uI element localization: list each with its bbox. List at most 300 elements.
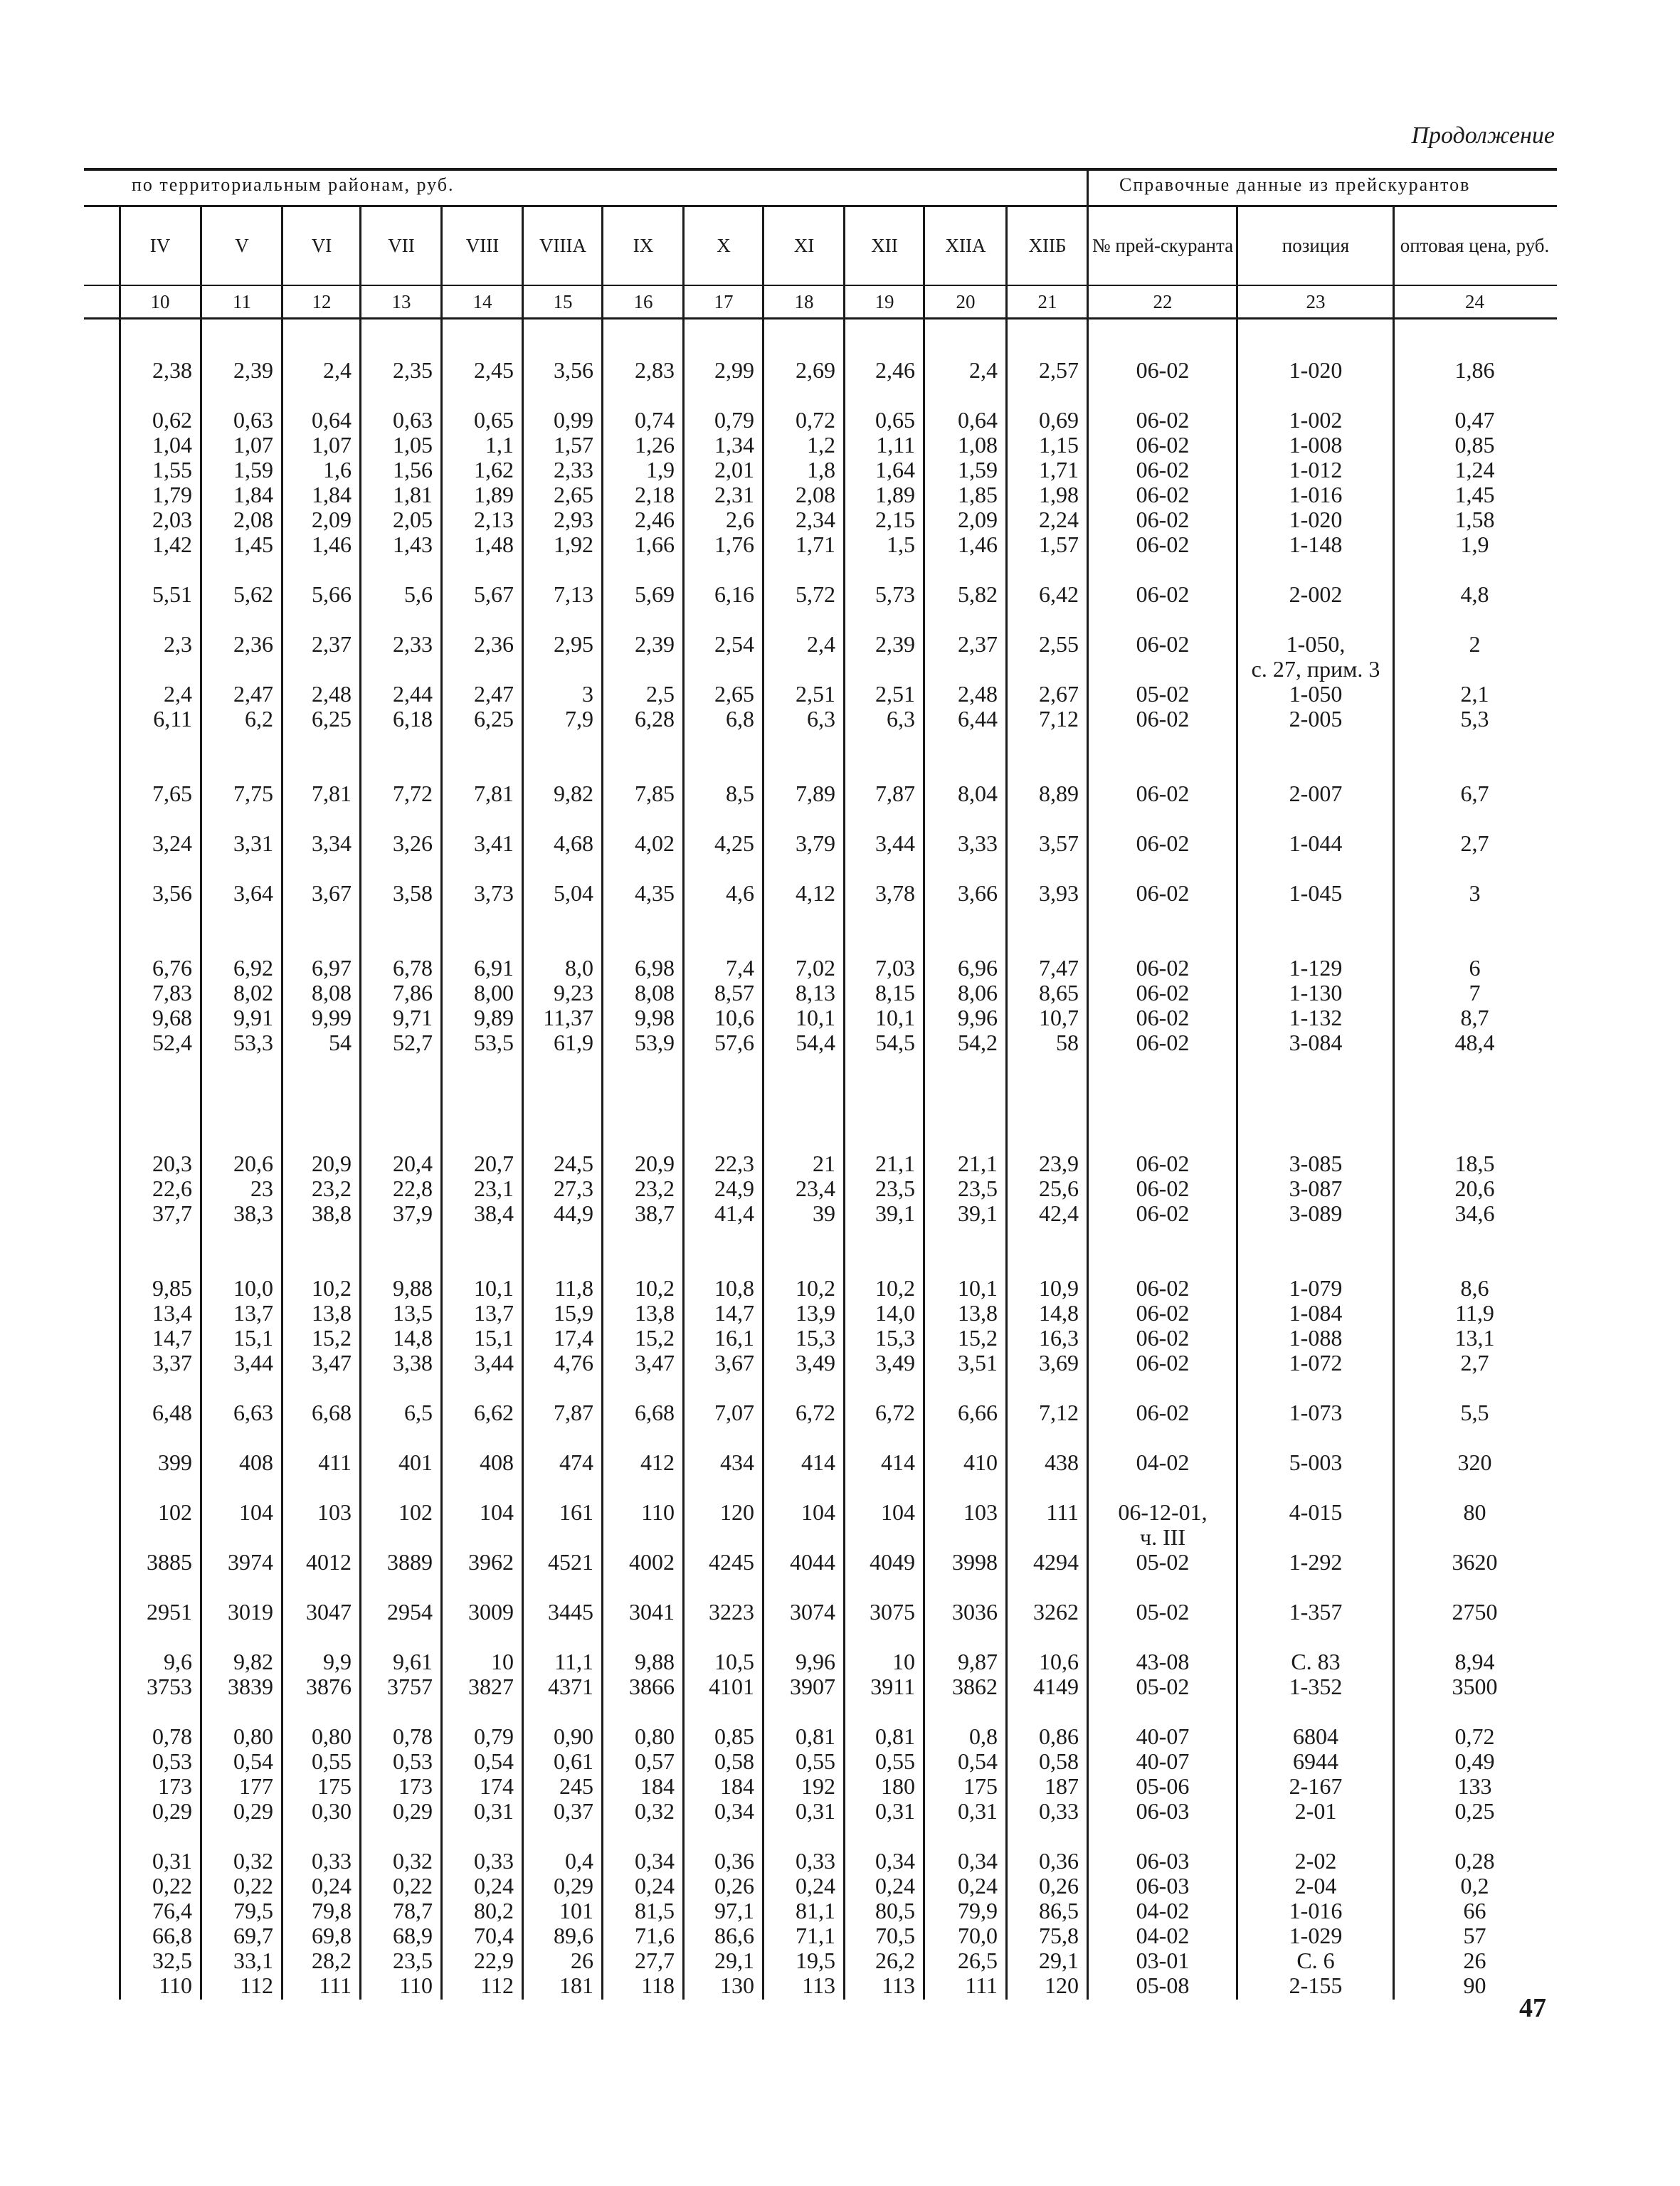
table-cell: 2,37 xyxy=(958,631,998,657)
pricelist-number: 06-02 xyxy=(1136,706,1190,732)
table-cell: 6,3 xyxy=(887,706,915,732)
column-number: 18 xyxy=(794,290,814,312)
table-cell: 2,44 xyxy=(393,681,433,707)
table-cell: 1,9 xyxy=(646,457,675,482)
table-cell: 7,03 xyxy=(875,955,915,981)
table-cell: 408 xyxy=(480,1450,514,1475)
table-cell: 3,24 xyxy=(152,830,192,856)
pricelist-number: 04-02 xyxy=(1136,1450,1190,1475)
table-cell: 54,5 xyxy=(875,1030,915,1055)
table-cell: 2,39 xyxy=(635,631,675,657)
table-cell: 2,18 xyxy=(635,482,675,507)
position-cell: 5-003 xyxy=(1289,1450,1343,1475)
table-cell: 6,68 xyxy=(312,1400,352,1425)
table-cell: 1,04 xyxy=(152,432,192,458)
table-cell: 9,82 xyxy=(554,781,593,806)
table-cell: 9,61 xyxy=(393,1649,433,1674)
table-cell: 0,29 xyxy=(393,1798,433,1824)
table-cell: 10,2 xyxy=(635,1275,675,1301)
table-cell: 112 xyxy=(480,1973,514,1998)
table-cell: 2951 xyxy=(147,1599,192,1625)
table-cell: 1,43 xyxy=(393,532,433,557)
table-cell: 6,91 xyxy=(474,955,514,981)
table-cell: 8,00 xyxy=(474,980,514,1005)
table-cell: 0,79 xyxy=(474,1723,514,1749)
table-cell: 3,64 xyxy=(233,880,273,906)
table-cell: 4101 xyxy=(709,1674,754,1699)
table-cell: 0,80 xyxy=(635,1723,675,1749)
table-cell: 110 xyxy=(159,1973,192,1998)
table-cell: 1,57 xyxy=(1039,532,1079,557)
table-cell: 3445 xyxy=(548,1599,593,1625)
table-cell: 103 xyxy=(963,1499,998,1525)
wholesale-price: 26 xyxy=(1463,1948,1486,1973)
table-cell: 175 xyxy=(963,1773,998,1799)
table-cell: 0,4 xyxy=(565,1848,593,1874)
table-cell: 3,44 xyxy=(233,1350,273,1376)
pricelist-number: 40-07 xyxy=(1136,1748,1190,1774)
table-cell: 10,0 xyxy=(233,1275,273,1301)
table-cell: 2,46 xyxy=(875,357,915,383)
wholesale-price: 3 xyxy=(1469,880,1481,906)
table-cell: 3,31 xyxy=(233,830,273,856)
wholesale-price: 1,24 xyxy=(1454,457,1495,482)
table-cell: 3223 xyxy=(709,1599,754,1625)
table-cell: 3,57 xyxy=(1039,830,1079,856)
table-cell: 8,15 xyxy=(875,980,915,1005)
table-cell: 0,33 xyxy=(474,1848,514,1874)
column-number: 11 xyxy=(233,290,251,312)
table-cell: 2,4 xyxy=(969,357,998,383)
table-cell: 2,33 xyxy=(554,457,593,482)
table-cell: 2,33 xyxy=(393,631,433,657)
table-cell: 75,8 xyxy=(1039,1923,1079,1948)
pricelist-number: 04-02 xyxy=(1136,1923,1190,1948)
table-cell: 29,1 xyxy=(714,1948,754,1973)
table-cell: 4149 xyxy=(1033,1674,1079,1699)
table-cell: 53,5 xyxy=(474,1030,514,1055)
table-cell: 0,57 xyxy=(635,1748,675,1774)
table-cell: 0,64 xyxy=(958,407,998,433)
table-cell: 2,03 xyxy=(152,507,192,532)
table-cell: 173 xyxy=(158,1773,192,1799)
table-cell: 3,44 xyxy=(875,830,915,856)
table-cell: 0,61 xyxy=(554,1748,593,1774)
table-cell: 3,49 xyxy=(875,1350,915,1376)
table-cell: 38,4 xyxy=(474,1200,514,1226)
table-cell: 10,1 xyxy=(474,1275,514,1301)
table-cell: 71,1 xyxy=(796,1923,835,1948)
table-cell: 10,2 xyxy=(875,1275,915,1301)
pricelist-number: 06-02 xyxy=(1136,1200,1190,1226)
table-cell: 6,62 xyxy=(474,1400,514,1425)
table-cell: 2,34 xyxy=(796,507,835,532)
table-cell: 89,6 xyxy=(554,1923,593,1948)
table-cell: 9,99 xyxy=(312,1005,352,1030)
table-cell: 6,72 xyxy=(796,1400,835,1425)
table-cell: 2,09 xyxy=(958,507,998,532)
table-cell: 6,78 xyxy=(393,955,433,981)
table-cell: 2,05 xyxy=(393,507,433,532)
table-cell: 0,22 xyxy=(233,1873,273,1899)
table-cell: 5,6 xyxy=(404,581,433,607)
table-cell: 2,01 xyxy=(714,457,754,482)
pricelist-number: 06-02 xyxy=(1136,457,1190,482)
table-cell: 0,63 xyxy=(393,407,433,433)
table-cell: 2,36 xyxy=(233,631,273,657)
table-cell: 3,66 xyxy=(958,880,998,906)
wholesale-price: 2,1 xyxy=(1460,681,1489,707)
rule-header-bottom xyxy=(84,317,1557,320)
table-cell: 5,66 xyxy=(312,581,352,607)
column-header: VI xyxy=(311,234,332,256)
table-cell: 180 xyxy=(881,1773,915,1799)
table-cell: 1,34 xyxy=(714,432,754,458)
pricelist-number: 05-02 xyxy=(1136,1599,1190,1625)
pricelist-number: 06-02 xyxy=(1136,1030,1190,1055)
table-cell: 1,64 xyxy=(875,457,915,482)
position-cell: 1-148 xyxy=(1289,532,1343,557)
table-cell: 20,9 xyxy=(312,1151,352,1176)
position-cell: 1-073 xyxy=(1289,1400,1343,1425)
table-cell: 13,5 xyxy=(393,1300,433,1326)
pricelist-number: 06-02 xyxy=(1136,407,1190,433)
table-cell: 1,46 xyxy=(958,532,998,557)
table-cell: 0,80 xyxy=(312,1723,352,1749)
table-cell: 13,9 xyxy=(796,1300,835,1326)
table-cell: 2,5 xyxy=(646,681,675,707)
table-cell: 38,3 xyxy=(233,1200,273,1226)
table-cell: 23,9 xyxy=(1039,1151,1079,1176)
table-cell: 3,47 xyxy=(312,1350,352,1376)
table-cell: 26,2 xyxy=(875,1948,915,1973)
table-cell: 2,51 xyxy=(796,681,835,707)
table-cell: 2,65 xyxy=(714,681,754,707)
table-cell: 1,84 xyxy=(312,482,352,507)
table-cell: 6,2 xyxy=(245,706,273,732)
position-cell: 1-008 xyxy=(1289,432,1343,458)
table-cell: 21 xyxy=(813,1151,835,1176)
table-cell: 1,45 xyxy=(233,532,273,557)
position-cell: 4-015 xyxy=(1289,1499,1343,1525)
pricelist-number: 43-08 xyxy=(1136,1649,1190,1674)
table-cell: 3911 xyxy=(870,1674,915,1699)
table-cell: 3,78 xyxy=(875,880,915,906)
table-cell: 1,81 xyxy=(393,482,433,507)
position-cell: 3-087 xyxy=(1289,1176,1343,1201)
table-cell: 15,3 xyxy=(875,1325,915,1351)
table-cell: 3998 xyxy=(952,1549,998,1575)
table-cell: 103 xyxy=(317,1499,352,1525)
wholesale-price: 6,7 xyxy=(1460,781,1489,806)
table-cell: 24,5 xyxy=(554,1151,593,1176)
table-cell: 2,35 xyxy=(393,357,433,383)
pricelist-number: 06-02 xyxy=(1136,1350,1190,1376)
column-header: V xyxy=(235,234,249,256)
table-cell: 0,55 xyxy=(875,1748,915,1774)
pricelist-number: 06-02 xyxy=(1136,631,1190,657)
table-cell: 2,13 xyxy=(474,507,514,532)
table-cell: 10,8 xyxy=(714,1275,754,1301)
table-cell: 6,96 xyxy=(958,955,998,981)
table-cell: 78,7 xyxy=(393,1898,433,1923)
table-cell: 4,35 xyxy=(635,880,675,906)
column-header: XIIБ xyxy=(1028,234,1067,256)
table-cell: 1,56 xyxy=(393,457,433,482)
table-cell: 1,48 xyxy=(474,532,514,557)
wholesale-price: 1,9 xyxy=(1460,532,1489,557)
position-cell: 6804 xyxy=(1293,1723,1338,1749)
table-cell: 39 xyxy=(813,1200,835,1226)
table-cell: 66,8 xyxy=(152,1923,192,1948)
table-cell: 9,71 xyxy=(393,1005,433,1030)
table-cell: 3047 xyxy=(306,1599,352,1625)
table-cell: 130 xyxy=(720,1973,754,1998)
table-cell: 1,1 xyxy=(485,432,514,458)
table-cell: 101 xyxy=(559,1898,593,1923)
table-cell: 6,76 xyxy=(152,955,192,981)
table-cell: 1,89 xyxy=(474,482,514,507)
pricelist-number: 06-02 xyxy=(1136,830,1190,856)
table-cell: 2,15 xyxy=(875,507,915,532)
table-cell: 8,0 xyxy=(565,955,593,981)
table-cell: 0,24 xyxy=(474,1873,514,1899)
table-cell: 118 xyxy=(641,1973,675,1998)
wholesale-price: 34,6 xyxy=(1454,1200,1495,1226)
rule-top xyxy=(84,168,1557,171)
table-cell: 3,47 xyxy=(635,1350,675,1376)
table-cell: 173 xyxy=(398,1773,433,1799)
table-cell: 8,04 xyxy=(958,781,998,806)
table-cell: 4294 xyxy=(1033,1549,1079,1575)
table-cell: 3,41 xyxy=(474,830,514,856)
column-number: 14 xyxy=(472,290,492,312)
table-cell: 1,85 xyxy=(958,482,998,507)
table-cell: 6,3 xyxy=(807,706,835,732)
pricelist-number-note: ч. III xyxy=(1139,1524,1186,1550)
pricelist-number: 05-02 xyxy=(1136,1549,1190,1575)
column-number: 19 xyxy=(875,290,894,312)
table-cell: 23,2 xyxy=(635,1176,675,1201)
table-cell: 0,86 xyxy=(1039,1723,1079,1749)
table-cell: 0,31 xyxy=(474,1798,514,1824)
wholesale-price: 1,45 xyxy=(1454,482,1495,507)
table-cell: 6,92 xyxy=(233,955,273,981)
table-cell: 21,1 xyxy=(875,1151,915,1176)
table-cell: 4245 xyxy=(709,1549,754,1575)
pricelist-number: 05-02 xyxy=(1136,681,1190,707)
table-cell: 11,1 xyxy=(554,1649,593,1674)
pricelist-number: 06-02 xyxy=(1136,955,1190,981)
table-cell: 434 xyxy=(720,1450,754,1475)
table-cell: 7,72 xyxy=(393,781,433,806)
table-cell: 0,64 xyxy=(312,407,352,433)
table-cell: 177 xyxy=(239,1773,273,1799)
table-cell: 0,24 xyxy=(875,1873,915,1899)
table-cell: 2,36 xyxy=(474,631,514,657)
table-cell: 9,82 xyxy=(233,1649,273,1674)
table-cell: 5,72 xyxy=(796,581,835,607)
column-header: VII xyxy=(388,234,415,256)
table-cell: 2,08 xyxy=(233,507,273,532)
table-cell: 14,8 xyxy=(393,1325,433,1351)
table-cell: 0,54 xyxy=(474,1748,514,1774)
wholesale-price: 80 xyxy=(1463,1499,1486,1525)
table-cell: 104 xyxy=(239,1499,273,1525)
wholesale-price: 13,1 xyxy=(1454,1325,1495,1351)
table-cell: 3041 xyxy=(629,1599,675,1625)
table-cell: 0,33 xyxy=(796,1848,835,1874)
table-cell: 113 xyxy=(882,1973,915,1998)
pricelist-number: 06-02 xyxy=(1136,482,1190,507)
wholesale-price: 0,49 xyxy=(1454,1748,1495,1774)
table-cell: 7,4 xyxy=(726,955,754,981)
table-cell: 1,07 xyxy=(312,432,352,458)
table-cell: 1,46 xyxy=(312,532,352,557)
column-header: IX xyxy=(633,234,654,256)
table-cell: 3866 xyxy=(629,1674,675,1699)
table-cell: 0,63 xyxy=(233,407,273,433)
table-cell: 2,69 xyxy=(796,357,835,383)
position-cell: 3-089 xyxy=(1289,1200,1343,1226)
table-cell: 6,18 xyxy=(393,706,433,732)
wholesale-price: 5,3 xyxy=(1460,706,1489,732)
table-cell: 15,2 xyxy=(635,1325,675,1351)
table-cell: 29,1 xyxy=(1039,1948,1079,1973)
pricelist-number: 05-06 xyxy=(1136,1773,1190,1799)
pricelist-number: 06-02 xyxy=(1136,1176,1190,1201)
table-cell: 3,33 xyxy=(958,830,998,856)
table-cell: 0,55 xyxy=(796,1748,835,1774)
table-cell: 414 xyxy=(801,1450,835,1475)
table-cell: 23,5 xyxy=(875,1176,915,1201)
table-cell: 6,5 xyxy=(404,1400,433,1425)
table-cell: 2,39 xyxy=(875,631,915,657)
wholesale-price: 3500 xyxy=(1452,1674,1498,1699)
position-cell: 2-007 xyxy=(1289,781,1343,806)
table-cell: 1,55 xyxy=(152,457,192,482)
table-cell: 52,4 xyxy=(152,1030,192,1055)
table-cell: 1,59 xyxy=(958,457,998,482)
table-cell: 2,45 xyxy=(474,357,514,383)
table-cell: 4,76 xyxy=(554,1350,593,1376)
wholesale-price: 8,7 xyxy=(1460,1005,1489,1030)
pricelist-number: 06-02 xyxy=(1136,432,1190,458)
table-cell: 38,8 xyxy=(312,1200,352,1226)
position-cell: 2-02 xyxy=(1294,1848,1337,1874)
table-cell: 7,87 xyxy=(875,781,915,806)
table-cell: 10,7 xyxy=(1039,1005,1079,1030)
table-cell: 1,89 xyxy=(875,482,915,507)
table-cell: 23,5 xyxy=(393,1948,433,1973)
table-cell: 111 xyxy=(1046,1499,1079,1525)
pricelist-number: 03-01 xyxy=(1136,1948,1190,1973)
table-cell: 1,62 xyxy=(474,457,514,482)
table-cell: 37,9 xyxy=(393,1200,433,1226)
column-number: 24 xyxy=(1465,290,1484,312)
table-cell: 3,73 xyxy=(474,880,514,906)
table-cell: 2,6 xyxy=(726,507,754,532)
table-cell: 7,87 xyxy=(554,1400,593,1425)
table-cell: 15,9 xyxy=(554,1300,593,1326)
position-cell: 2-04 xyxy=(1294,1873,1337,1899)
table-cell: 13,8 xyxy=(312,1300,352,1326)
table-cell: 0,69 xyxy=(1039,407,1079,433)
table-cell: 8,02 xyxy=(233,980,273,1005)
wholesale-price: 0,72 xyxy=(1454,1723,1495,1749)
table-cell: 408 xyxy=(239,1450,273,1475)
table-cell: 15,3 xyxy=(796,1325,835,1351)
table-cell: 2,47 xyxy=(233,681,273,707)
table-cell: 2,93 xyxy=(554,507,593,532)
table-cell: 184 xyxy=(720,1773,754,1799)
table-cell: 25,6 xyxy=(1039,1176,1079,1201)
table-cell: 39,1 xyxy=(875,1200,915,1226)
table-cell: 110 xyxy=(399,1973,433,1998)
table-cell: 9,23 xyxy=(554,980,593,1005)
pricelist-number: 06-02 xyxy=(1136,1300,1190,1326)
table-cell: 2,3 xyxy=(164,631,192,657)
pricelist-number: 06-12-01, xyxy=(1118,1499,1208,1525)
table-cell: 0,80 xyxy=(233,1723,273,1749)
table-cell: 10,6 xyxy=(714,1005,754,1030)
table-cell: 2,57 xyxy=(1039,357,1079,383)
table-cell: 5,69 xyxy=(635,581,675,607)
table-cell: 474 xyxy=(559,1450,593,1475)
table-cell: 7,9 xyxy=(565,706,593,732)
table-cell: 15,1 xyxy=(233,1325,273,1351)
table-cell: 187 xyxy=(1045,1773,1079,1799)
table-cell: 0,22 xyxy=(393,1873,433,1899)
table-cell: 0,78 xyxy=(152,1723,192,1749)
table-cell: 0,36 xyxy=(714,1848,754,1874)
table-cell: 81,1 xyxy=(796,1898,835,1923)
table-cell: 3 xyxy=(582,681,593,707)
position-cell: 1-016 xyxy=(1289,1898,1343,1923)
wholesale-price: 0,25 xyxy=(1454,1798,1495,1824)
wholesale-price: 20,6 xyxy=(1454,1176,1495,1201)
table-cell: 7,81 xyxy=(312,781,352,806)
table-cell: 6,42 xyxy=(1039,581,1079,607)
wholesale-price: 133 xyxy=(1457,1773,1492,1799)
table-cell: 0,53 xyxy=(152,1748,192,1774)
table-cell: 7,13 xyxy=(554,581,593,607)
table-cell: 2,48 xyxy=(958,681,998,707)
table-cell: 20,9 xyxy=(635,1151,675,1176)
wholesale-price: 5,5 xyxy=(1460,1400,1489,1425)
table-cell: 15,2 xyxy=(958,1325,998,1351)
table-cell: 0,32 xyxy=(393,1848,433,1874)
table-cell: 9,98 xyxy=(635,1005,675,1030)
table-cell: 58 xyxy=(1056,1030,1079,1055)
table-cell: 111 xyxy=(965,1973,998,1998)
table-cell: 0,24 xyxy=(958,1873,998,1899)
wholesale-price: 57 xyxy=(1463,1923,1486,1948)
table-cell: 41,4 xyxy=(714,1200,754,1226)
wholesale-price: 2750 xyxy=(1452,1599,1498,1625)
table-cell: 27,7 xyxy=(635,1948,675,1973)
table-cell: 6,72 xyxy=(875,1400,915,1425)
table-cell: 104 xyxy=(480,1499,514,1525)
table-cell: 174 xyxy=(480,1773,514,1799)
table-cell: 0,33 xyxy=(312,1848,352,1874)
table-cell: 9,68 xyxy=(152,1005,192,1030)
table-cell: 7,81 xyxy=(474,781,514,806)
table-cell: 54,2 xyxy=(958,1030,998,1055)
wholesale-price: 0,47 xyxy=(1454,407,1495,433)
table-cell: 5,04 xyxy=(554,880,593,906)
table-cell: 3,56 xyxy=(152,880,192,906)
